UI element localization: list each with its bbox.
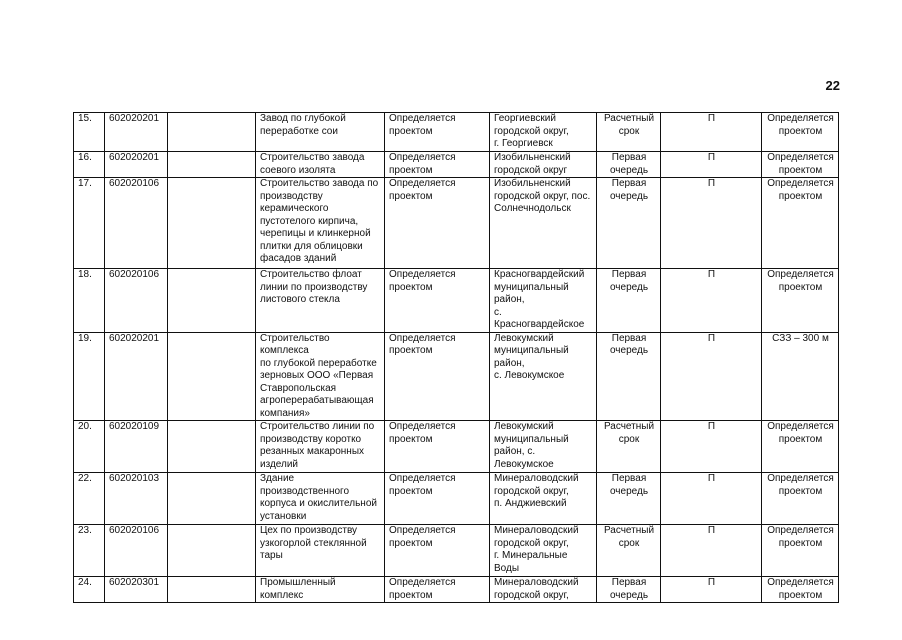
row-number-cell: 19. xyxy=(74,332,105,421)
row-area-cell: Определяется проектом xyxy=(385,152,490,178)
row-location-cell: Левокумский муниципальный район, с. Левокумское xyxy=(490,421,597,473)
row-location-cell: Минераловодский городской округ, г. Минеральные Воды xyxy=(490,525,597,577)
row-area-cell: Определяется проектом xyxy=(385,473,490,525)
row-code-cell: 602020106 xyxy=(105,269,168,333)
page-number: 22 xyxy=(825,78,840,93)
row-area-cell: Определяется проектом xyxy=(385,178,490,269)
table-row xyxy=(74,577,839,603)
row-object-name-cell: Строительство комплекса по глубокой переработке зерновых ООО «Первая Ставропольская агроперерабатывающая компания» xyxy=(256,332,385,421)
row-number-cell: 22. xyxy=(74,473,105,525)
row-location-cell: Изобильненский городской округ xyxy=(490,152,597,178)
row-location-cell: Красногвардейский муниципальный район, с. Красногвардейское xyxy=(490,269,597,333)
row-object-name-cell: Завод по глубокой переработке сои xyxy=(256,113,385,152)
row-location-cell: Минераловодский городской округ, п. Анджиевский xyxy=(490,473,597,525)
row-stage-cell: Первая очередь xyxy=(597,577,661,603)
row-number-cell: 20. xyxy=(74,421,105,473)
row-extra-cell xyxy=(168,332,256,421)
table-row xyxy=(74,178,839,269)
row-location-cell: Левокумский муниципальный район, с. Левокумское xyxy=(490,332,597,421)
row-code-cell: 602020201 xyxy=(105,152,168,178)
table-row xyxy=(74,152,839,178)
row-area-cell: Определяется проектом xyxy=(385,332,490,421)
row-area-cell: Определяется проектом xyxy=(385,113,490,152)
row-number-cell: 17. xyxy=(74,178,105,269)
row-zone-cell: СЗЗ – 300 м xyxy=(762,332,839,421)
row-stage-cell: Первая очередь xyxy=(597,269,661,333)
row-object-name-cell: Строительство завода соевого изолята xyxy=(256,152,385,178)
row-category-cell: П xyxy=(661,332,762,421)
row-extra-cell xyxy=(168,577,256,603)
row-category-cell: П xyxy=(661,113,762,152)
row-category-cell: П xyxy=(661,577,762,603)
row-extra-cell xyxy=(168,178,256,269)
table-row xyxy=(74,473,839,525)
row-area-cell: Определяется проектом xyxy=(385,421,490,473)
row-stage-cell: Расчетный срок xyxy=(597,421,661,473)
row-extra-cell xyxy=(168,525,256,577)
row-code-cell: 602020106 xyxy=(105,178,168,269)
row-object-name-cell: Цех по производству узкогорлой стеклянной тары xyxy=(256,525,385,577)
table-row xyxy=(74,421,839,473)
row-zone-cell: Определяется проектом xyxy=(762,269,839,333)
row-category-cell: П xyxy=(661,178,762,269)
row-code-cell: 602020106 xyxy=(105,525,168,577)
row-number-cell: 23. xyxy=(74,525,105,577)
row-object-name-cell: Здание производственного корпуса и окислительной установки xyxy=(256,473,385,525)
row-number-cell: 15. xyxy=(74,113,105,152)
row-stage-cell: Первая очередь xyxy=(597,473,661,525)
table-row xyxy=(74,525,839,577)
row-stage-cell: Расчетный срок xyxy=(597,113,661,152)
row-code-cell: 602020109 xyxy=(105,421,168,473)
row-location-cell: Минераловодский городской округ, xyxy=(490,577,597,603)
table-row xyxy=(74,269,839,333)
objects-table xyxy=(73,112,839,603)
row-number-cell: 18. xyxy=(74,269,105,333)
row-code-cell: 602020201 xyxy=(105,332,168,421)
row-stage-cell: Первая очередь xyxy=(597,178,661,269)
table-row xyxy=(74,332,839,421)
row-category-cell: П xyxy=(661,269,762,333)
row-number-cell: 24. xyxy=(74,577,105,603)
row-number-cell: 16. xyxy=(74,152,105,178)
row-zone-cell: Определяется проектом xyxy=(762,113,839,152)
row-object-name-cell: Промышленный комплекс xyxy=(256,577,385,603)
row-zone-cell: Определяется проектом xyxy=(762,577,839,603)
row-extra-cell xyxy=(168,113,256,152)
row-category-cell: П xyxy=(661,421,762,473)
row-object-name-cell: Строительство завода по производству керамического пустотелого кирпича, черепицы и клинкерной плитки для облицовки фасадов зданий xyxy=(256,178,385,269)
row-stage-cell: Первая очередь xyxy=(597,332,661,421)
row-area-cell: Определяется проектом xyxy=(385,577,490,603)
row-extra-cell xyxy=(168,152,256,178)
row-location-cell: Изобильненский городской округ, пос. Солнечнодольск xyxy=(490,178,597,269)
row-extra-cell xyxy=(168,473,256,525)
row-category-cell: П xyxy=(661,525,762,577)
row-area-cell: Определяется проектом xyxy=(385,525,490,577)
row-object-name-cell: Строительство флоат линии по производству листового стекла xyxy=(256,269,385,333)
row-category-cell: П xyxy=(661,473,762,525)
row-object-name-cell: Строительство линии по производству коротко резанных макаронных изделий xyxy=(256,421,385,473)
row-code-cell: 602020201 xyxy=(105,113,168,152)
row-category-cell: П xyxy=(661,152,762,178)
row-code-cell: 602020103 xyxy=(105,473,168,525)
table-row xyxy=(74,113,839,152)
row-zone-cell: Определяется проектом xyxy=(762,473,839,525)
row-zone-cell: Определяется проектом xyxy=(762,152,839,178)
row-extra-cell xyxy=(168,269,256,333)
row-stage-cell: Расчетный срок xyxy=(597,525,661,577)
row-extra-cell xyxy=(168,421,256,473)
row-code-cell: 602020301 xyxy=(105,577,168,603)
row-zone-cell: Определяется проектом xyxy=(762,421,839,473)
row-stage-cell: Первая очередь xyxy=(597,152,661,178)
row-location-cell: Георгиевский городской округ, г. Георгиевск xyxy=(490,113,597,152)
row-area-cell: Определяется проектом xyxy=(385,269,490,333)
row-zone-cell: Определяется проектом xyxy=(762,178,839,269)
row-zone-cell: Определяется проектом xyxy=(762,525,839,577)
